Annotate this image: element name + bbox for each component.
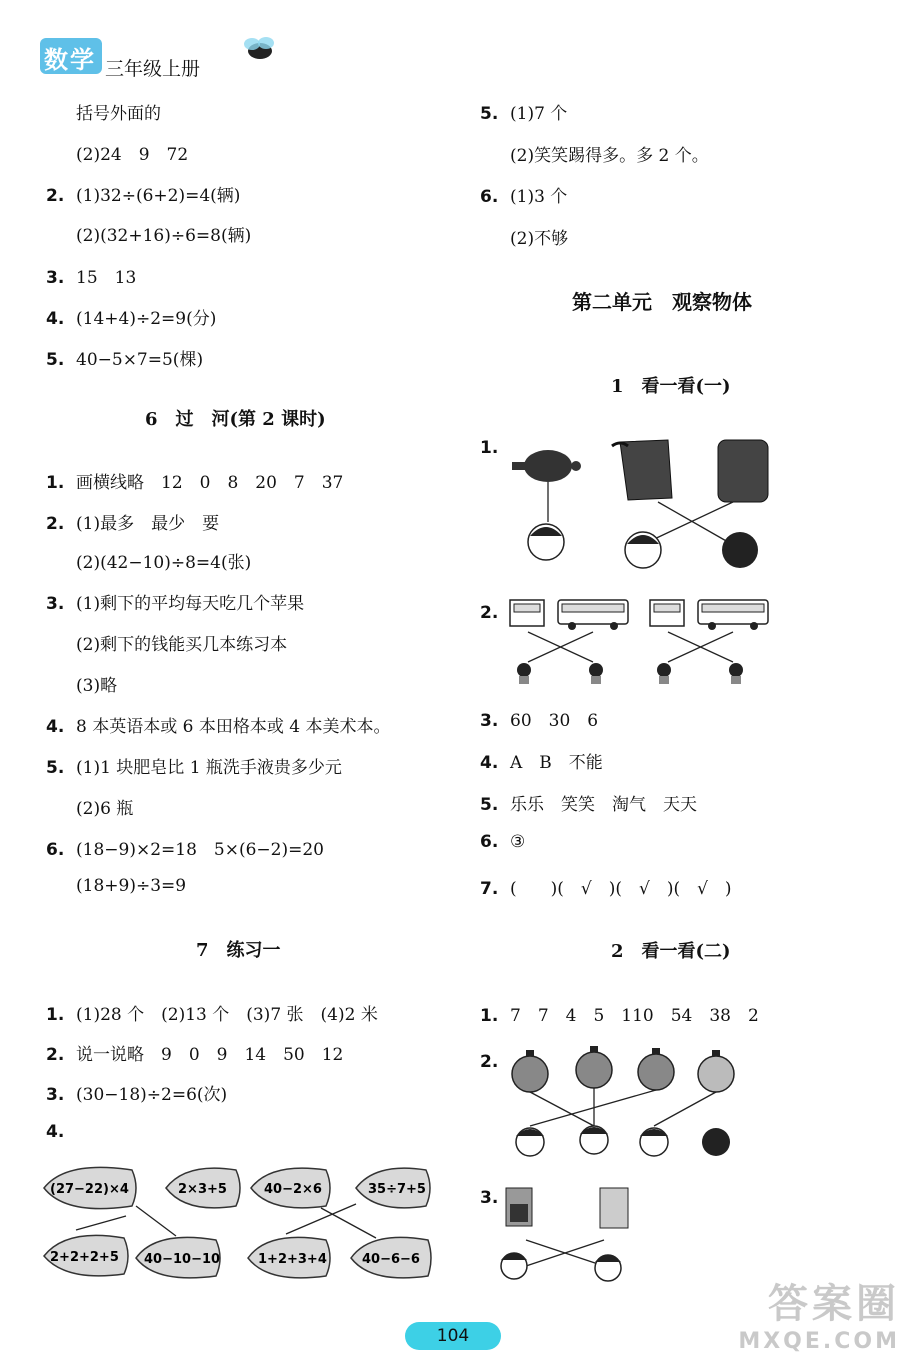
match-line xyxy=(321,1208,376,1238)
list-item: (18+9)÷3=9 xyxy=(76,876,187,896)
list-item: 2. xyxy=(480,1052,499,1072)
list-item: 4. 8 本英语本或 6 本田格本或 4 本美术本。 xyxy=(46,717,391,737)
kettle-top-view-icon xyxy=(512,450,581,482)
list-item: 2. 说一说略 9 0 9 14 50 12 xyxy=(46,1045,344,1065)
list-item: 4. A B 不能 xyxy=(480,753,603,773)
leaf-label: 40−10−10 xyxy=(144,1252,221,1267)
list-item: 5. 40−5×7=5(棵) xyxy=(46,350,204,370)
calculator-icon xyxy=(506,1188,532,1226)
list-item: (2)笑笑踢得多。多 2 个。 xyxy=(510,146,709,166)
child-icon xyxy=(729,663,743,684)
list-item: 3. xyxy=(480,1188,499,1208)
list-item: 2. (1)32÷(6+2)=4(辆) xyxy=(46,186,241,206)
boy-face-icon xyxy=(625,532,661,568)
leaf-label: 40−6−6 xyxy=(362,1252,420,1267)
kettle-view-diagram xyxy=(508,432,778,582)
boy-face-icon xyxy=(501,1253,527,1279)
list-item: 6. (18−9)×2=18 5×(6−2)=20 xyxy=(46,840,324,860)
section-title: 6 过 河(第 2 课时) xyxy=(145,409,326,430)
list-item: (3)略 xyxy=(76,676,118,696)
match-line xyxy=(136,1206,176,1236)
list-item: 5. (1)7 个 xyxy=(480,104,568,124)
grade-label: 三年级上册 xyxy=(105,58,201,80)
unit-title: 第二单元 观察物体 xyxy=(572,290,752,314)
boy-face-icon xyxy=(580,1126,608,1154)
leaf-label: 2+2+2+5 xyxy=(50,1250,119,1265)
girl-back-icon xyxy=(722,532,758,568)
bus-front-icon xyxy=(510,600,544,626)
subject-label: 数学 xyxy=(44,46,96,74)
bus-front-icon xyxy=(650,600,684,626)
list-item: (2)6 瓶 xyxy=(76,799,134,819)
girl-face-icon xyxy=(640,1128,668,1156)
list-item: (2)不够 xyxy=(510,229,569,249)
list-item: 5. 乐乐 笑笑 淘气 天天 xyxy=(480,795,697,815)
bee-icon xyxy=(238,36,282,62)
leaf-label: 35÷7+5 xyxy=(368,1182,426,1197)
list-item: 括号外面的 xyxy=(76,104,161,124)
teapot-icon xyxy=(512,1050,548,1092)
child-icon xyxy=(517,663,531,684)
match-line xyxy=(76,1216,126,1230)
kettle-front-view-icon xyxy=(718,440,768,502)
section-title: 7 练习一 xyxy=(196,940,281,961)
teapot-icon xyxy=(576,1046,612,1088)
list-item: 4. xyxy=(46,1122,65,1142)
section-title: 2 看一看(二) xyxy=(611,941,731,962)
list-item: 1. 画横线略 12 0 8 20 7 37 xyxy=(46,473,344,493)
list-item: 2. xyxy=(480,603,499,623)
watermark: 答案圈 MXQE.COM xyxy=(738,1281,900,1354)
page-number: 104 xyxy=(436,1326,470,1346)
book-icon xyxy=(600,1188,628,1228)
kettle-side-view-icon xyxy=(612,440,672,500)
leaf-matching-diagram xyxy=(36,1158,436,1300)
list-item: 1. (1)28 个 (2)13 个 (3)7 张 (4)2 米 xyxy=(46,1005,378,1025)
leaf-label: (27−22)×4 xyxy=(50,1182,129,1197)
girl-face-icon xyxy=(595,1255,621,1281)
list-item: 1. xyxy=(480,438,499,458)
section-title: 1 看一看(一) xyxy=(611,376,731,397)
list-item: 3. 60 30 6 xyxy=(480,711,599,731)
teapot-icon xyxy=(638,1048,674,1090)
list-item: 3. (30−18)÷2=6(次) xyxy=(46,1085,228,1105)
list-item: 3. (1)剩下的平均每天吃几个苹果 xyxy=(46,594,305,614)
leaf-label: 40−2×6 xyxy=(264,1182,322,1197)
object-view-diagram xyxy=(496,1186,646,1286)
teapot-icon xyxy=(698,1050,734,1092)
child-icon xyxy=(657,663,671,684)
boy-face-icon xyxy=(528,524,564,560)
child-icon xyxy=(589,663,603,684)
girl-face-icon xyxy=(516,1128,544,1156)
list-item: 3. 15 13 xyxy=(46,268,137,288)
leaf-label: 2×3+5 xyxy=(178,1182,227,1197)
list-item: (2)(42−10)÷8=4(张) xyxy=(76,553,252,573)
list-item: (2)(32+16)÷6=8(辆) xyxy=(76,226,252,246)
list-item: (2)剩下的钱能买几本练习本 xyxy=(76,635,288,655)
leaf-label: 1+2+3+4 xyxy=(258,1252,327,1267)
list-item: 6. ③ xyxy=(480,832,526,852)
list-item: 7. ( )( √ )( √ )( √ ) xyxy=(480,879,732,899)
list-item: 4. (14+4)÷2=9(分) xyxy=(46,309,217,329)
list-item: (2)24 9 72 xyxy=(76,145,189,165)
bus-side-icon xyxy=(698,600,768,630)
child-back-icon xyxy=(702,1128,730,1156)
list-item: 2. (1)最多 最少 要 xyxy=(46,514,220,534)
list-item: 1. 7 7 4 5 110 54 38 2 xyxy=(480,1006,759,1026)
teapot-view-diagram xyxy=(494,1046,764,1164)
list-item: 5. (1)1 块肥皂比 1 瓶洗手液贵多少元 xyxy=(46,758,342,778)
bus-view-diagram xyxy=(508,598,773,688)
list-item: 6. (1)3 个 xyxy=(480,187,568,207)
bus-side-icon xyxy=(558,600,628,630)
